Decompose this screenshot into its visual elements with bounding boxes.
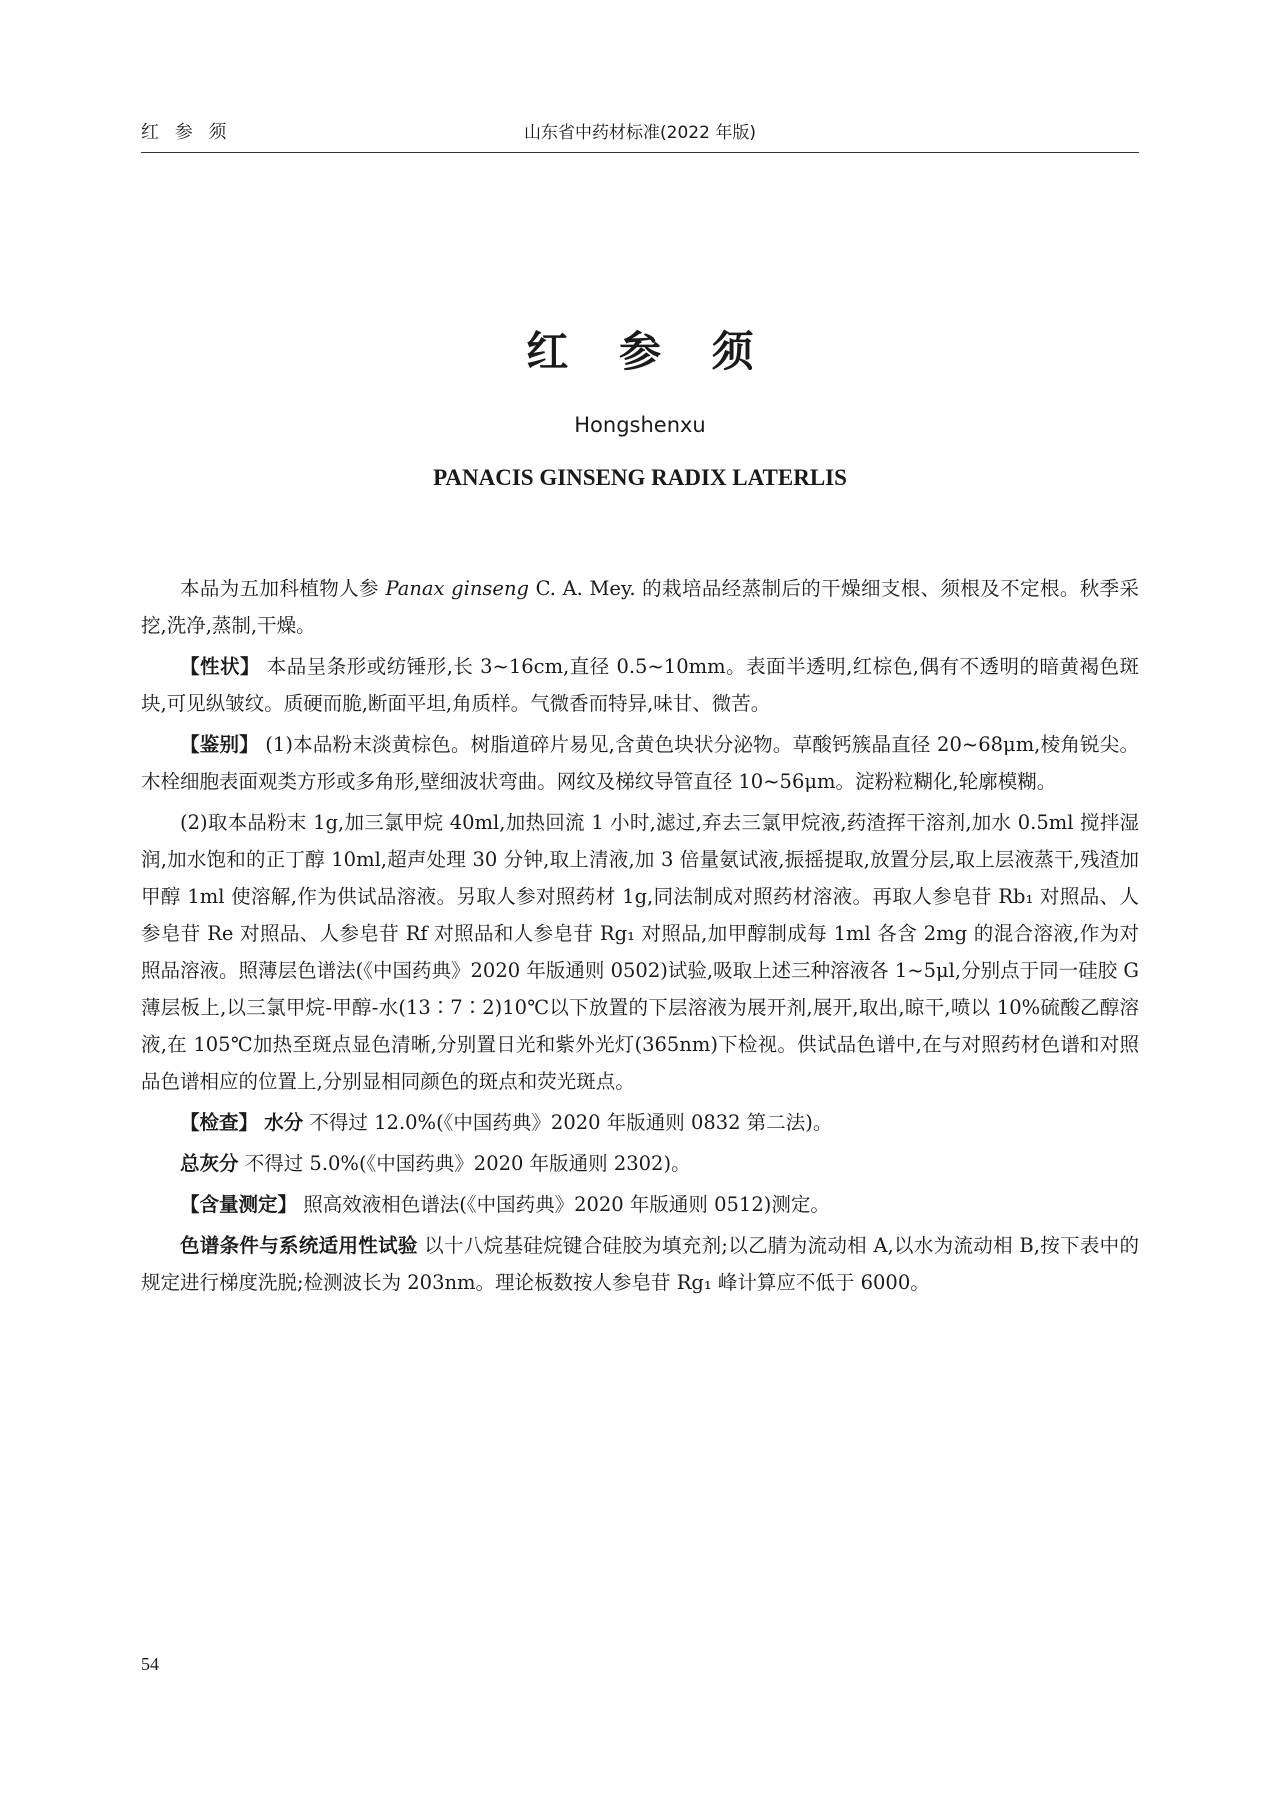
header-section-name: 红 参 须 xyxy=(141,122,232,143)
identification-paragraph-2 xyxy=(141,804,1139,1100)
title-latin: PANACIS GINSENG RADIX LATERLIS xyxy=(433,465,847,490)
identification-text-2: (2)取本品粉末 1g,加三氯甲烷 40ml,加热回流 1 小时,滤过,弃去三氯甲烷液,药渣挥干溶剂,加水 0.5ml 搅拌湿润,加水饱和的正丁醇 10ml,超声处理 30 分钟,取上清液,加 3 倍量氨试液,振摇提取,放置分层,取上层液蒸干,残渣加甲醇 1ml 使溶解,作为供试品溶液。另取人参对照药材 1g,同法制成对照药材溶液。再取人参皂苷 Rb₁ 对照品、人参皂苷 Re 对照品、人参皂苷 Rf 对照品和人参皂苷 Rg₁ 对照品,加甲醇制成每 1ml 各含 2mg 的混合溶液,作为对照品溶液。照薄层色谱法(《中国药典》2020 年版通则 0502)试验,吸取上述三种溶液各 1~5μl,分别点于同一硅胶 G 薄层板上,以三氯甲烷-甲醇-水(13∶7∶2)10℃以下放置的下层溶液为展开剂,展开,取出,晾干,喷以 10%硫酸乙醇溶液,在 105℃加热至斑点显色清晰,分别置日光和紫外光灯(365nm)下检视。供试品色谱中,在与对照药材色谱和对照品色谱相应的位置上,分别显相同颜色的斑点和荧光斑点。 xyxy=(141,811,1139,1093)
ash-paragraph xyxy=(141,1145,1139,1182)
ash-label: 总灰分 xyxy=(180,1152,239,1175)
description-label: 【性状】 xyxy=(180,655,260,678)
ash-text: 不得过 5.0%(《中国药典》2020 年版通则 2302)。 xyxy=(238,1152,691,1175)
assay-text: 照高效液相色谱法(《中国药典》2020 年版通则 0512)测定。 xyxy=(297,1193,830,1216)
intro-text-before: 本品为五加科植物人参 xyxy=(180,577,386,600)
water-text: 不得过 12.0%(《中国药典》2020 年版通则 0832 第二法)。 xyxy=(303,1111,833,1134)
title-pinyin: Hongshenxu xyxy=(574,413,706,437)
description-text: 本品呈条形或纺锤形,长 3~16cm,直径 0.5~10mm。表面半透明,红棕色,偶有不透明的暗黄褐色斑块,可见纵皱纹。质硬而脆,断面平坦,角质样。气微香而特异,味甘、微苦。 xyxy=(141,655,1139,715)
assay-label: 【含量测定】 xyxy=(180,1193,298,1216)
chromatography-text: 以十八烷基硅烷键合硅胶为填充剂;以乙腈为流动相 A,以水为流动相 B,按下表中的规定进行梯度洗脱;检测波长为 203nm。理论板数按人参皂苷 Rg₁ 峰计算应不低于 6000。 xyxy=(141,1234,1139,1294)
description-paragraph xyxy=(141,648,1139,722)
page-title: 红 参 须 xyxy=(526,327,772,376)
chromatography-label: 色谱条件与系统适用性试验 xyxy=(180,1234,418,1257)
monograph-body xyxy=(141,570,1139,1305)
water-label: 水分 xyxy=(264,1111,304,1134)
identification-label: 【鉴别】 xyxy=(180,733,259,756)
running-header xyxy=(141,112,1139,153)
identification-paragraph-1 xyxy=(141,726,1139,800)
page-number: 54 xyxy=(141,1654,159,1674)
assay-paragraph xyxy=(141,1186,1139,1223)
header-book-title: 山东省中药材标准(2022 年版) xyxy=(524,123,756,143)
intro-latin-name: Panax ginseng xyxy=(385,577,529,600)
intro-paragraph xyxy=(141,570,1139,644)
inspection-paragraph xyxy=(141,1104,1139,1141)
title-block xyxy=(141,322,1139,494)
chromatography-paragraph xyxy=(141,1227,1139,1301)
identification-text-1: (1)本品粉末淡黄棕色。树脂道碎片易见,含黄色块状分泌物。草酸钙簇晶直径 20~68μm,棱角锐尖。木栓细胞表面观类方形或多角形,壁细波状弯曲。网纹及梯纹导管直径 10~56μm。淀粉粒糊化,轮廓模糊。 xyxy=(141,733,1139,793)
inspection-label: 【检查】 xyxy=(180,1111,259,1134)
intro-text-after: C. A. Mey. 的栽培品经蒸制后的干燥细支根、须根及不定根。秋季采挖,洗净,蒸制,干燥。 xyxy=(141,577,1140,637)
